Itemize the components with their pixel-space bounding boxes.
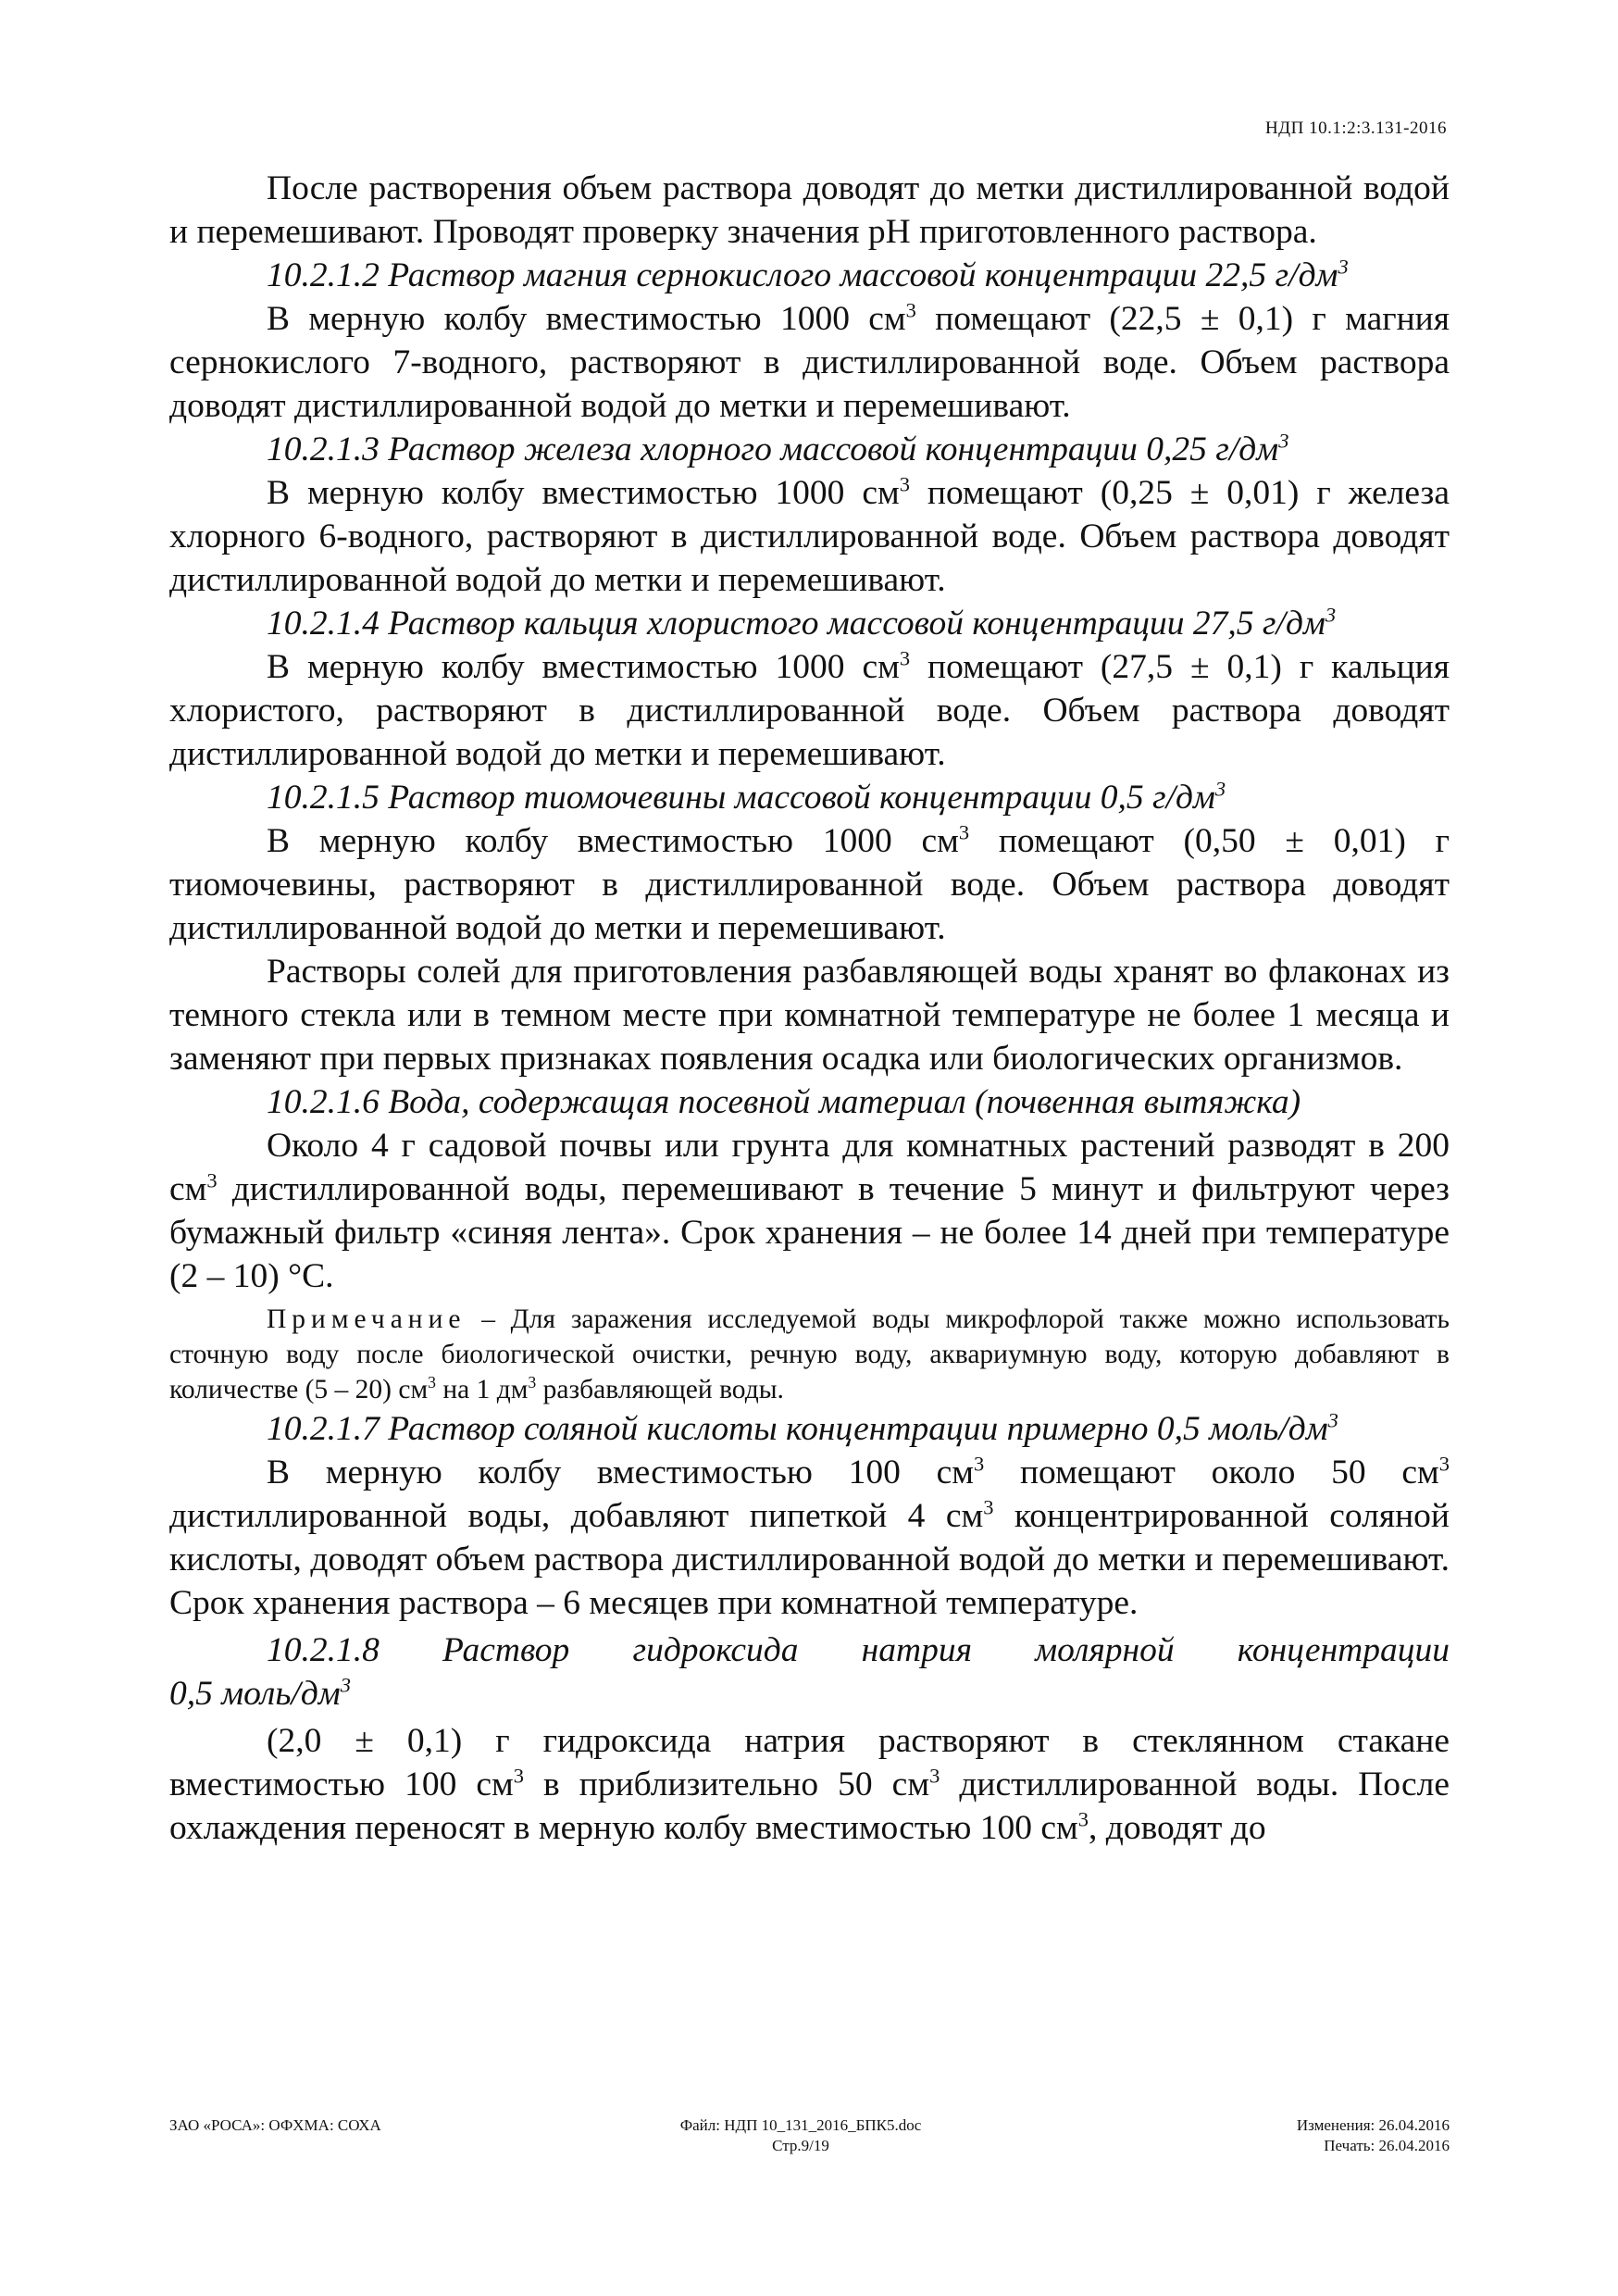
superscript: 3 xyxy=(206,1168,218,1192)
superscript: 3 xyxy=(905,298,916,322)
paragraph-10-2-1-6 xyxy=(169,1124,1450,1298)
heading-10-2-1-6: 10.2.1.6 Вода, содержащая посевной материал (почвенная вытяжка) xyxy=(267,1083,1301,1121)
heading-text: 10.2.1.2 Раствор магния сернокислого массовой концентрации 22,5 г/дм xyxy=(267,256,1338,294)
footer-page-number: Стр.9/19 xyxy=(772,2137,829,2154)
heading-text: 10.2.1.3 Раствор железа хлорного массовой концентрации 0,25 г/дм xyxy=(267,430,1279,468)
paragraph-10-2-1-4 xyxy=(169,645,1450,776)
superscript: 3 xyxy=(929,1764,940,1788)
text-run: помещают около 50 см xyxy=(984,1454,1439,1491)
paragraph-10-2-1-2 xyxy=(169,297,1450,428)
document-id: НДП 10.1:2:3.131-2016 xyxy=(1264,119,1447,138)
text-run: В мерную колбу вместимостью 1000 см xyxy=(267,474,900,512)
paragraph-10-2-1-8 xyxy=(169,1719,1450,1850)
footer-changed: Изменения: 26.04.2016 xyxy=(1296,2116,1450,2134)
paragraph-intro: После растворения объем раствора доводят до метки дистиллированной водой и перемешивают. Проводят проверку значения pH приготовленного раствора. xyxy=(169,169,1450,251)
text-run: В мерную колбу вместимостью 1000 см xyxy=(267,822,959,860)
superscript: 3 xyxy=(1338,255,1349,279)
superscript: 3 xyxy=(899,646,911,670)
superscript: 3 xyxy=(1438,1452,1450,1476)
text-run: помещают (22,5 ± 0,1) г магния сернокислого 7-водного, растворяют в дистиллированной воде. Объем раствора доводят дистиллированной водой до метки и перемешивают. xyxy=(169,300,1450,425)
text-run: В мерную колбу вместимостью 1000 см xyxy=(267,648,900,686)
text-run: в приблизительно 50 см xyxy=(523,1766,930,1803)
heading-text: 0,5 моль/дм xyxy=(169,1675,341,1713)
text-run: В мерную колбу вместимостью 1000 см xyxy=(267,300,906,338)
text-run: – Для заражения исследуемой воды микрофлорой также можно использовать сточную воду после биологической очистки, речную воду, аквариумную воду, которую добавляют в количестве (5 – 20) см xyxy=(169,1304,1450,1404)
text-run: на 1 дм xyxy=(435,1375,529,1404)
superscript: 3 xyxy=(428,1373,436,1392)
heading-10-2-1-8-cont xyxy=(169,1672,1450,1716)
text-run: (2,0 ± 0,1) г гидроксида натрия растворяют в стеклянном стакане вместимостью 100 см xyxy=(169,1722,1450,1803)
text-run: помещают (0,25 ± 0,01) г железа хлорного 6-водного, растворяют в дистиллированной воде. Объем раствора доводят дистиллированной водой до метки и перемешивают. xyxy=(169,474,1450,599)
footer-file-info xyxy=(648,2115,953,2156)
footer-org: ЗАО «РОСА»: ОФХМА: СОХА xyxy=(169,2116,381,2134)
heading-10-2-1-8: 10.2.1.8 Раствор гидроксида натрия молярной концентрации xyxy=(267,1631,1450,1669)
heading-10-2-1-7 xyxy=(169,1407,1450,1451)
heading-10-2-1-5 xyxy=(169,776,1450,819)
text-run: дистиллированной воды, добавляют пипеткой 4 см xyxy=(169,1497,984,1535)
superscript: 3 xyxy=(1327,1408,1338,1432)
superscript: 3 xyxy=(899,472,910,496)
footer-printed: Печать: 26.04.2016 xyxy=(1324,2137,1450,2154)
superscript: 3 xyxy=(1077,1807,1089,1831)
text-run: , доводят до xyxy=(1088,1809,1266,1847)
heading-10-2-1-3 xyxy=(169,428,1450,471)
superscript: 3 xyxy=(973,1452,985,1476)
superscript: 3 xyxy=(340,1673,351,1697)
text-run: Около 4 г садовой почвы или грунта для комнатных растений разводят в 200 см xyxy=(169,1127,1450,1208)
superscript: 3 xyxy=(513,1764,524,1788)
heading-text: 10.2.1.5 Раствор тиомочевины массовой концентрации 0,5 г/дм xyxy=(267,779,1215,817)
heading-text: 10.2.1.4 Раствор кальция хлористого массовой концентрации 27,5 г/дм xyxy=(267,605,1326,643)
paragraph-10-2-1-5 xyxy=(169,819,1450,950)
paragraph-10-2-1-7 xyxy=(169,1451,1450,1625)
footer-dates xyxy=(1297,2115,1450,2156)
superscript: 3 xyxy=(1278,429,1289,453)
paragraph-storage: Растворы солей для приготовления разбавляющей воды хранят во флаконах из темного стекла или в темном месте при комнатной температуре не более 1 месяца и заменяют при первых признаках появления осадка или биологических организмов. xyxy=(169,953,1450,1078)
footer-file: Файл: НДП 10_131_2016_БПК5.doc xyxy=(679,2116,922,2134)
heading-10-2-1-2 xyxy=(169,254,1450,297)
superscript: 3 xyxy=(1214,777,1226,801)
paragraph-10-2-1-3 xyxy=(169,471,1450,602)
superscript: 3 xyxy=(983,1495,994,1519)
heading-10-2-1-4 xyxy=(169,602,1450,645)
note-label: Примечание xyxy=(267,1304,467,1334)
text-run: помещают (27,5 ± 0,1) г кальция хлористого, растворяют в дистиллированной воде. Объем раствора доводят дистиллированной водой до метки и перемешивают. xyxy=(169,648,1450,773)
text-run: концентрированной соляной кислоты, доводят объем раствора дистиллированной водой до метки и перемешивают. Срок хранения раствора – 6 месяцев при комнатной температуре. xyxy=(169,1497,1450,1622)
text-run: дистиллированной воды, перемешивают в течение 5 минут и фильтруют через бумажный фильтр «синяя лента». Срок хранения – не более 14 дней при температуре (2 – 10) °С. xyxy=(169,1170,1450,1295)
document-body xyxy=(169,167,1450,1850)
text-run: разбавляющей воды. xyxy=(536,1375,784,1404)
text-run: В мерную колбу вместимостью 100 см xyxy=(267,1454,974,1491)
text-run: дистиллированной воды. После охлаждения переносят в мерную колбу вместимостью 100 см xyxy=(169,1766,1450,1847)
superscript: 3 xyxy=(528,1373,537,1392)
superscript: 3 xyxy=(958,820,970,844)
text-run: помещают (0,50 ± 0,01) г тиомочевины, растворяют в дистиллированной воде. Объем раствора доводят дистиллированной водой до метки и перемешивают. xyxy=(169,822,1450,947)
note xyxy=(169,1302,1450,1407)
heading-text: 10.2.1.7 Раствор соляной кислоты концентрации примерно 0,5 моль/дм xyxy=(267,1410,1328,1448)
superscript: 3 xyxy=(1325,603,1337,627)
